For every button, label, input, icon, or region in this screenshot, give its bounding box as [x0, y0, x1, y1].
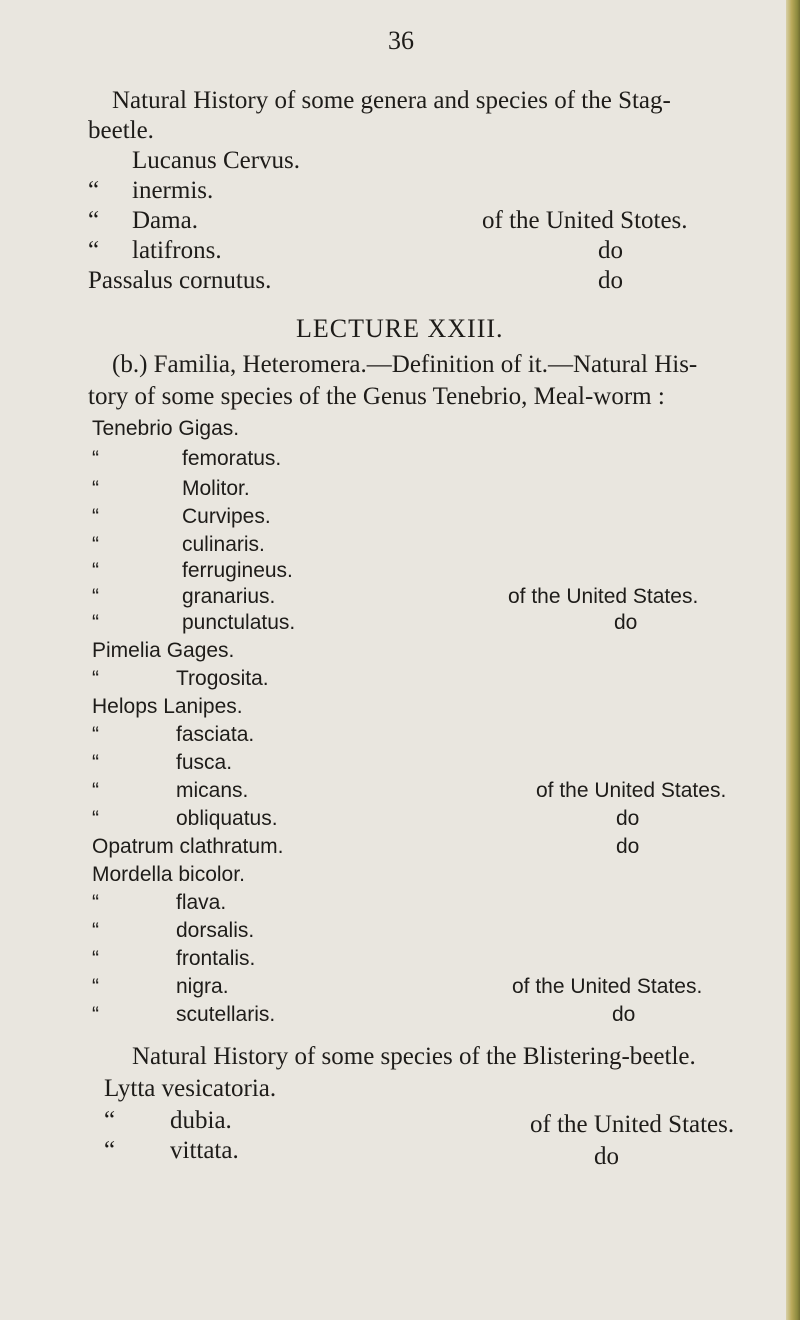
species-line: “ dorsalis. [92, 919, 255, 942]
species-line: “ frontalis. [92, 947, 256, 970]
species-location: do [614, 611, 638, 634]
species-line: “ femoratus. [92, 447, 282, 470]
species-line: “ granarius. [92, 585, 276, 608]
species-line: Opatrum clathratum. [92, 835, 284, 858]
lecture-intro: (b.) Familia, Heteromera.—Definition of it.—Natural His- [112, 351, 698, 378]
species-line: “ ferrugineus. [92, 559, 293, 582]
species-line: “ Trogosita. [92, 667, 269, 690]
species-location: do [594, 1143, 619, 1170]
species-location: of the United States. [508, 585, 699, 608]
species-line: “ scutellaris. [92, 1003, 276, 1026]
section-intro: Natural History of some genera and species of the Stag- [112, 87, 671, 114]
lecture-title: LECTURE XXIII. [296, 314, 504, 343]
species-line: “ dubia. [104, 1107, 232, 1134]
species-location: do [616, 835, 640, 858]
species-line: “ inermis. [88, 177, 214, 204]
species-line: Lytta vesicatoria. [104, 1075, 277, 1102]
page-edge [786, 0, 800, 1320]
section-intro: Natural History of some species of the Blistering-beetle. [132, 1043, 696, 1070]
species-line: Pimelia Gages. [92, 639, 235, 662]
species-location: do [598, 237, 623, 264]
species-line: “ fusca. [92, 751, 233, 774]
species-line: “ flava. [92, 891, 227, 914]
species-line: “ Molitor. [92, 477, 250, 500]
species-line: “ punctulatus. [92, 611, 296, 634]
species-line: “ Dama. [88, 207, 198, 234]
species-location: do [616, 807, 640, 830]
species-line: “ fasciata. [92, 723, 255, 746]
species-line: “ latifrons. [88, 237, 222, 264]
species-location: do [598, 267, 623, 294]
species-line: “ nigra. [92, 975, 229, 998]
species-location: of the United Stotes. [482, 207, 688, 234]
species-line: Helops Lanipes. [92, 695, 243, 718]
species-location: of the United States. [512, 975, 703, 998]
species-line: “ Curvipes. [92, 505, 271, 528]
species-line: “ obliquatus. [92, 807, 278, 830]
species-line: “ vittata. [104, 1137, 239, 1164]
section-intro-cont: beetle. [88, 117, 154, 144]
species-location: do [612, 1003, 636, 1026]
species-location: of the United States. [530, 1111, 735, 1138]
species-line: Mordella bicolor. [92, 863, 245, 886]
species-location: of the United States. [536, 779, 727, 802]
species-line: “ culinaris. [92, 533, 265, 556]
species-line: Passalus cornutus. [88, 267, 272, 294]
lecture-intro-cont: tory of some species of the Genus Tenebrio, Meal-worm : [88, 383, 665, 410]
species-line: “ micans. [92, 779, 249, 802]
page-number: 36 [388, 26, 414, 55]
species-line: Tenebrio Gigas. [92, 417, 240, 440]
species-line: Lucanus Cervus. [132, 147, 301, 174]
